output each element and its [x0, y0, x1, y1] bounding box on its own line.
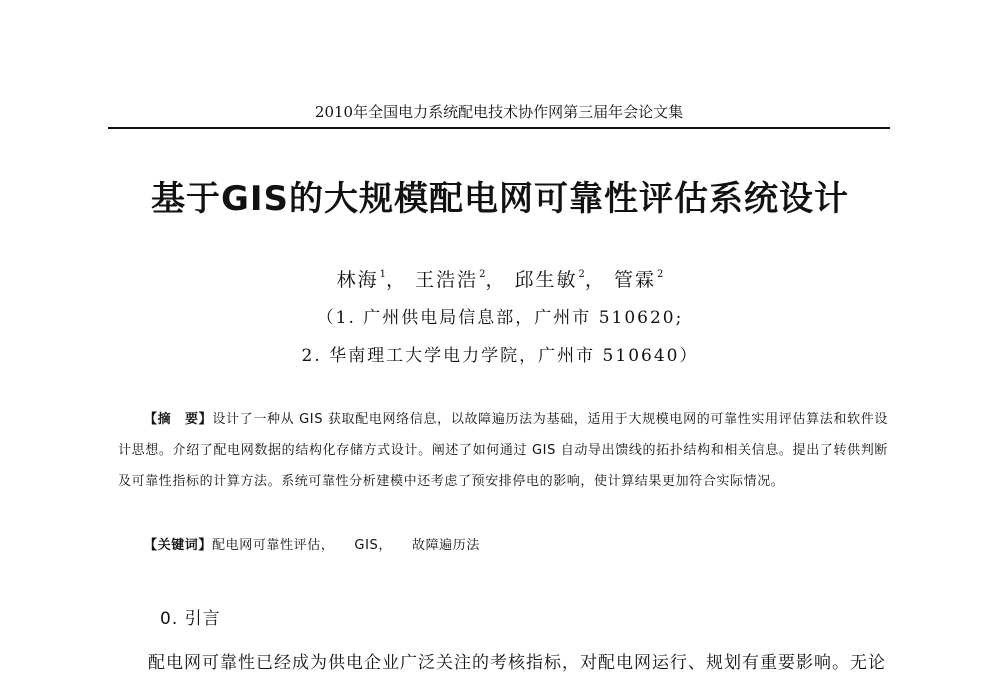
affiliation-1: （1. 广州供电局信息部，广州市 510620; [316, 308, 684, 328]
author-affiliation-mark: 1 [379, 269, 387, 280]
author-name: 王浩浩 [415, 269, 479, 291]
affiliation-2: 2. 华南理工大学电力学院，广州市 510640） [301, 346, 699, 366]
running-header: 2010年全国电力系统配电技术协作网第三届年会论文集 [314, 103, 684, 121]
keywords [144, 534, 480, 558]
keywords-label: 【关键词】 [144, 538, 213, 553]
abstract [118, 404, 888, 497]
author-affiliation-mark: 2 [578, 269, 585, 280]
keyword: 故障遍历法 [411, 538, 480, 553]
body-paragraph: 配电网可靠性已经成为供电企业广泛关注的考核指标，对配电网运行、规划有重要影响。无论 [148, 653, 886, 673]
author-name: 管霖 [613, 269, 656, 291]
author-list: 林海$^1$， 王浩浩$^2$， 邱生敏$^2$， 管霖$^2$ [336, 269, 664, 291]
abstract-label: 【摘 要】 [144, 412, 213, 427]
keyword: GIS， [354, 538, 392, 553]
author-affiliation-mark: 2 [479, 269, 486, 280]
section-heading: 0. 引言 [160, 609, 221, 629]
header-rule [108, 127, 890, 129]
author-affiliation-mark: 2 [656, 269, 664, 280]
abstract-text: 设计了一种从 GIS 获取配电网络信息，以故障遍历法为基础，适用于大规模电网的可靠性实用评估算法和软件设计思想。介绍了配电网数据的结构化存储方式设计。阐述了如何通过 GIS 自动导出馈线的拓扑结构和相关信息。提出了转供判断及可靠性指标的计算方法。系统可靠性分析建模中还考虑了预安排停电的影响，使计算结果更加符合实际情况。 [118, 412, 888, 489]
author-name: 林海 [336, 269, 379, 291]
author-name: 邱生敏 [514, 269, 578, 291]
paper-title: 基于GIS的大规模配电网可靠性评估系统设计 [150, 179, 850, 219]
keyword: 配电网可靠性评估， [212, 538, 335, 553]
